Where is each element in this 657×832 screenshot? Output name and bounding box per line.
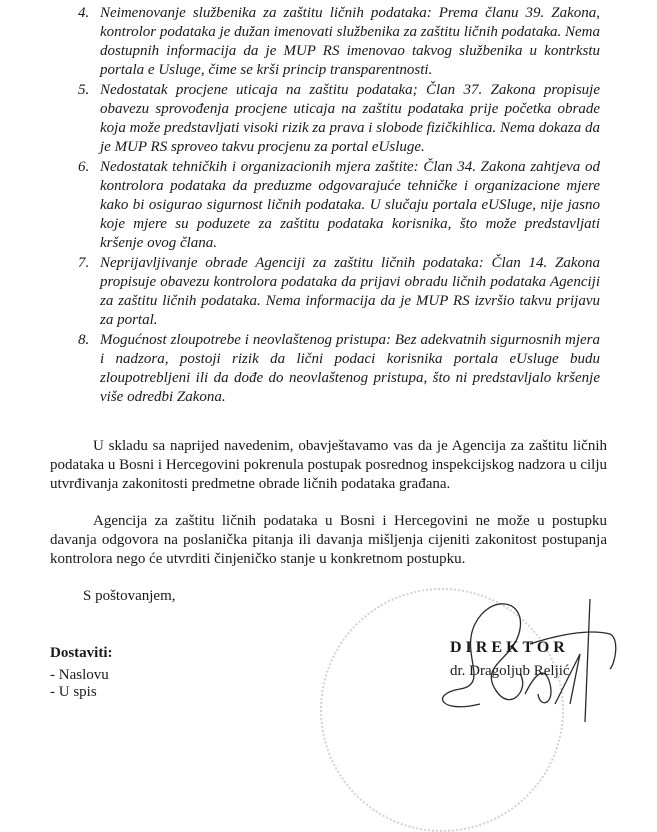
notification-paragraph: U skladu sa naprijed navedenim, obavještavamo vas da je Agencija za zaštitu ličnih podataka u Bosni i Hercegovini pokrenula postupak posrednog inspekcijskog nadzora u cilju utvrđivanja zakonitosti predmetne obrade ličnih podataka građana. — [50, 438, 607, 492]
list-item — [78, 331, 600, 407]
list-item-number: 7. — [78, 255, 90, 271]
list-item-text: Neimenovanje službenika za zaštitu ličnih podataka: Prema članu 39. Zakona, kontrolor podataka je dužan imenovati službenika za zaštitu ličnih podataka. Nema dostupnih informacija da je MUP RS imenovao takvog službenika u kontrkstu portala e Usluge, čime se krši princip transparentnosti. — [100, 5, 600, 78]
delivery-list — [50, 667, 113, 701]
delivery-recipient: - Naslovu — [50, 667, 109, 683]
delivery-recipient: - U spis — [50, 684, 97, 700]
signatory-title: DIREKTOR — [450, 639, 569, 656]
list-item — [78, 81, 600, 157]
letter-footer — [50, 634, 607, 714]
list-item-text: Nedostatak procjene uticaja na zaštitu podataka; Član 37. Zakona propisuje obavezu sprovođenja procjene uticaja na zaštitu podataka prije početka obrade koja može predstavljati visoki rizik za prava i slobode fizičkihlica. Nema dokaza da je MUP RS sproveo takvu procjenu za portal eUsluge. — [100, 82, 600, 155]
closing-salutation: S poštovanjem, — [83, 588, 176, 604]
list-item-text: Nedostatak tehničkih i organizacionih mjera zaštite: Član 34. Zakona zahtjeva od kontrolora podataka da preduzme odgovarajuće tehničke i organizacione mjere kako bi osigurao sigurnost ličnih podataka. U slučaju portala eUSluge, nije jasno koje mjere su poduzete za zaštitu podataka korisnika, što može predstavljati kršenje ovog člana. — [100, 159, 600, 251]
findings-list — [78, 4, 600, 407]
list-item-text: Neprijavljivanje obrade Agenciji za zaštitu ličnih podataka: Član 14. Zakona propisuje obavezu kontrolora podataka da prijavi obradu ličnih podataka Agenciji za zaštitu ličnih podataka. Nema informacija da je MUP RS izvršio takvu prijavu za portal. — [100, 255, 600, 328]
signatory-name: dr. Dragoljub Reljić — [450, 663, 570, 679]
delivery-title: Dostaviti: — [50, 645, 113, 661]
delivery-block — [50, 644, 113, 701]
agency-statement-paragraph: Agencija za zaštitu ličnih podataka u Bosni i Hercegovini ne može u postupku davanja odgovora na poslanička pitanja ili davanja mišljenja cijeniti zakonitost postupanja kontrolora nego će utvrditi činjeničko stanje u konkretnom postupku. — [50, 513, 607, 567]
list-item-number: 8. — [78, 332, 90, 348]
list-item-text: Mogućnost zloupotrebe i neovlaštenog pristupa: Bez adekvatnih sigurnosnih mjera i nadzora, postoji rizik da lični podaci korisnika portala eUsluge budu zloupotrebljeni ili da dođe do neovlaštenog pristupa, što ni predstavljalo kršenje više odredbi Zakona. — [100, 332, 600, 405]
list-item-number: 5. — [78, 82, 90, 98]
list-item-number: 4. — [78, 5, 90, 21]
list-item — [78, 158, 600, 253]
list-item — [78, 4, 600, 80]
signatory-block — [450, 638, 570, 681]
list-item-number: 6. — [78, 159, 90, 175]
list-item — [78, 254, 600, 330]
